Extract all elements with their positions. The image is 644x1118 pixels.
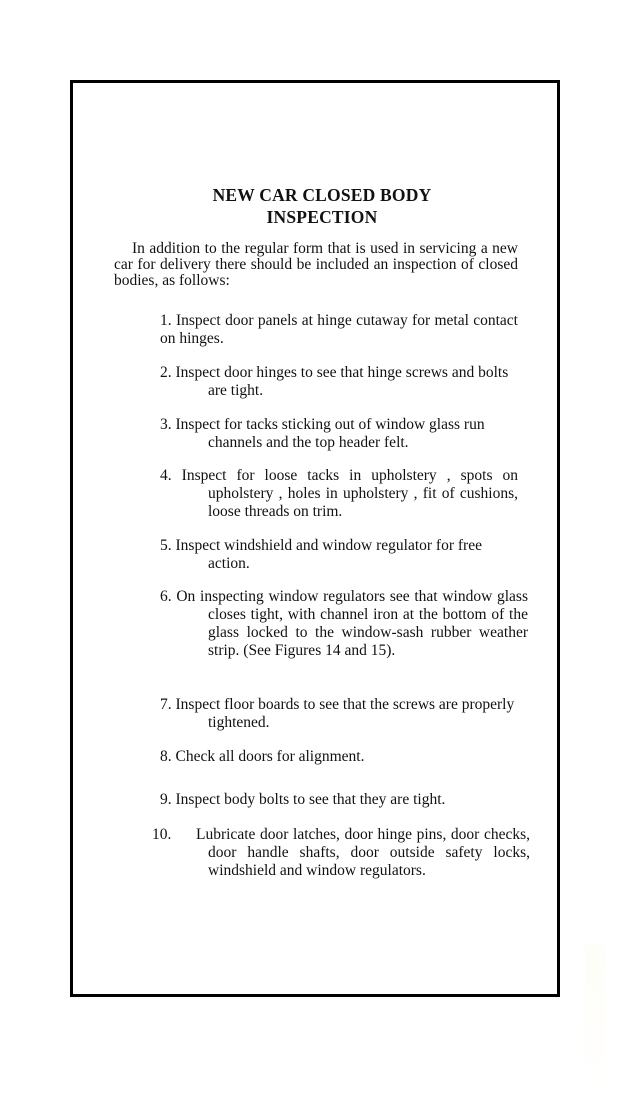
list-item-6 (160, 588, 528, 660)
item-text: On inspecting window regulators see that window glass closes tight, with channel iron at the bottom of the glass locked to the window-sash rubber weather strip. (See Figures 14 and 15). (176, 588, 528, 659)
item-text: Inspect for loose tacks in upholstery , spots on upholstery , holes in upholstery , fit of cushions, loose threads on trim. (181, 467, 519, 520)
item-text: Inspect windshield and window regulator for free action. (175, 537, 482, 572)
item-number: 10. (152, 826, 172, 843)
item-number: 8. (160, 748, 172, 765)
item-number: 7. (160, 696, 172, 713)
item-text: Lubricate door latches, door hinge pins, door checks, door handle shafts, door outside safety locks, windshield and window regulators. (196, 826, 530, 879)
item-number: 1. (160, 312, 172, 329)
list-item-1 (160, 312, 518, 348)
item-text: Inspect floor boards to see that the screws are properly tightened. (175, 696, 515, 731)
item-number: 6. (160, 588, 172, 605)
item-number: 2. (160, 364, 172, 381)
list-item-4 (160, 467, 518, 521)
title-line-1: NEW CAR CLOSED BODY (212, 185, 432, 205)
list-item-10 (152, 826, 530, 880)
list-item-7 (160, 696, 518, 732)
list-item-8 (160, 748, 520, 766)
item-number: 5. (160, 537, 172, 554)
list-item-3 (160, 416, 518, 452)
item-number: 4. (160, 467, 172, 484)
document-title (0, 184, 644, 228)
intro-paragraph: In addition to the regular form that is used in servicing a new car for delivery there should be included an inspection of closed bodies, as follows: (114, 240, 518, 289)
item-text: Inspect door panels at hinge cutaway for metal contact on hinges. (160, 312, 518, 347)
title-line-2: INSPECTION (266, 207, 378, 227)
item-number: 3. (160, 416, 172, 433)
item-text: Inspect door hinges to see that hinge screws and bolts are tight. (175, 364, 509, 399)
item-text: Inspect body bolts to see that they are tight. (175, 791, 446, 808)
item-text: Inspect for tacks sticking out of window glass run channels and the top header felt. (175, 416, 485, 451)
list-item-5 (160, 537, 518, 573)
list-item-9 (160, 791, 520, 809)
list-item-2 (160, 364, 528, 400)
item-number: 9. (160, 791, 172, 808)
item-text: Check all doors for alignment. (175, 748, 365, 765)
scan-artifact (585, 945, 605, 1095)
